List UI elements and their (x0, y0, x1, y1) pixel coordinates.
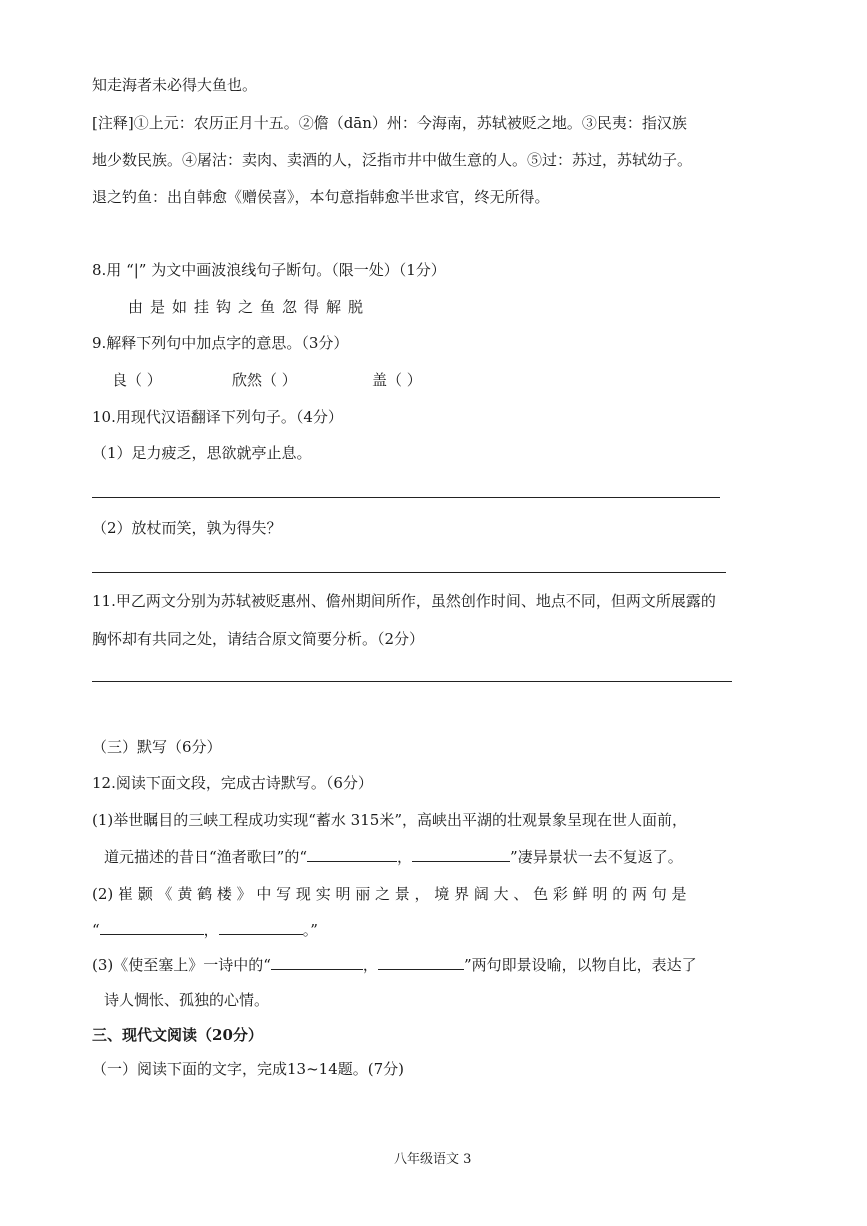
q8-stem: 8.用 “|” 为文中画波浪线句子断句。（限一处）（1分） (92, 261, 446, 279)
part3-subheading: （一）阅读下面的文字，完成13~14题。(7分) (92, 1060, 404, 1078)
page-footer: 八年级语文 3 (394, 1152, 472, 1167)
q12-item-3-line-1 (92, 955, 697, 975)
blank-q12-3a[interactable] (271, 955, 363, 970)
q12-item-2-line-1: (2) 崔 颢 《 黄 鹤 楼 》 中 写 现 实 明 丽 之 景 ， 境 界 阔 大 、 色 彩 鲜 明 的 两 句 是 (92, 885, 687, 903)
q12-stem: 12.阅读下面文段，完成古诗默写。（6分） (92, 774, 373, 792)
q11-line-1: 11.甲乙两文分别为苏轼被贬惠州、儋州期间所作，虽然创作时间、地点不同，但两文所展露的 (92, 592, 716, 610)
q10-item-1: （1）足力疲乏，思欲就亭止息。 (92, 444, 312, 462)
passage-tail: 知走海者未必得大鱼也。 (92, 76, 258, 94)
q12-item-2-close-quote: 。” (302, 921, 318, 939)
q8-sentence: 由是如挂钩之鱼忽得解脱 (128, 298, 371, 316)
blank-q12-2b[interactable] (219, 920, 303, 935)
answer-line-q11[interactable] (92, 681, 732, 682)
q12-item-3-comma: ， (362, 956, 378, 974)
note-line-3: 退之钓鱼：出自韩愈《赠侯喜》，本句意指韩愈半世求官，终无所得。 (92, 188, 550, 206)
blank-q12-3b[interactable] (378, 955, 464, 970)
q12-item-1-line-2 (104, 847, 683, 867)
q9-item-1: 良（ ） (112, 371, 162, 389)
blank-q12-1b[interactable] (412, 847, 510, 862)
part3-heading: 三、现代文阅读（20分） (92, 1026, 263, 1044)
q12-item-1-comma: ， (397, 848, 413, 866)
q12-item-3-suffix: ”两句即景设喻，以物自比，表达了 (463, 956, 697, 974)
answer-line-q10-2[interactable] (92, 572, 726, 573)
q9-item-3: 盖（ ） (372, 371, 422, 389)
q11-line-2: 胸怀却有共同之处，请结合原文简要分析。（2分） (92, 630, 425, 648)
q12-item-1-line-1: (1)举世瞩目的三峡工程成功实现“蓄水 315米”，高峡出平湖的壮观景象呈现在世人面前， (92, 811, 687, 829)
q12-item-1-suffix: ”凄异景状一去不复返了。 (510, 848, 683, 866)
section-dictation-heading: （三）默写（6分） (92, 738, 222, 756)
q9-stem: 9.解释下列句中加点字的意思。（3分） (92, 334, 349, 352)
note-line-1: [注释]①上元：农历正月十五。②儋（dān）州：今海南，苏轼被贬之地。③民夷：指汉族 (92, 114, 687, 132)
note-line-2: 地少数民族。④屠沽：卖肉、卖酒的人，泛指市井中做生意的人。⑤过：苏过，苏轼幼子。 (92, 151, 693, 169)
answer-line-q10-1[interactable] (92, 497, 720, 498)
q12-item-1-prefix: 道元描述的昔日“渔者歌曰”的“ (104, 848, 308, 866)
blank-q12-2a[interactable] (100, 920, 204, 935)
q12-item-2-open-quote: “ (92, 921, 100, 939)
blank-q12-1a[interactable] (307, 847, 397, 862)
q9-item-2: 欣然（ ） (232, 371, 297, 389)
q12-item-2-comma: ， (203, 921, 219, 939)
q12-item-3-line-2: 诗人惆怅、孤独的心情。 (104, 991, 270, 1009)
q10-stem: 10.用现代汉语翻译下列句子。（4分） (92, 408, 343, 426)
q12-item-3-prefix: (3)《使至塞上》一诗中的“ (92, 956, 271, 974)
q12-item-2-line-2 (92, 920, 318, 940)
q10-item-2: （2）放杖而笑，孰为得失？ (92, 519, 282, 537)
